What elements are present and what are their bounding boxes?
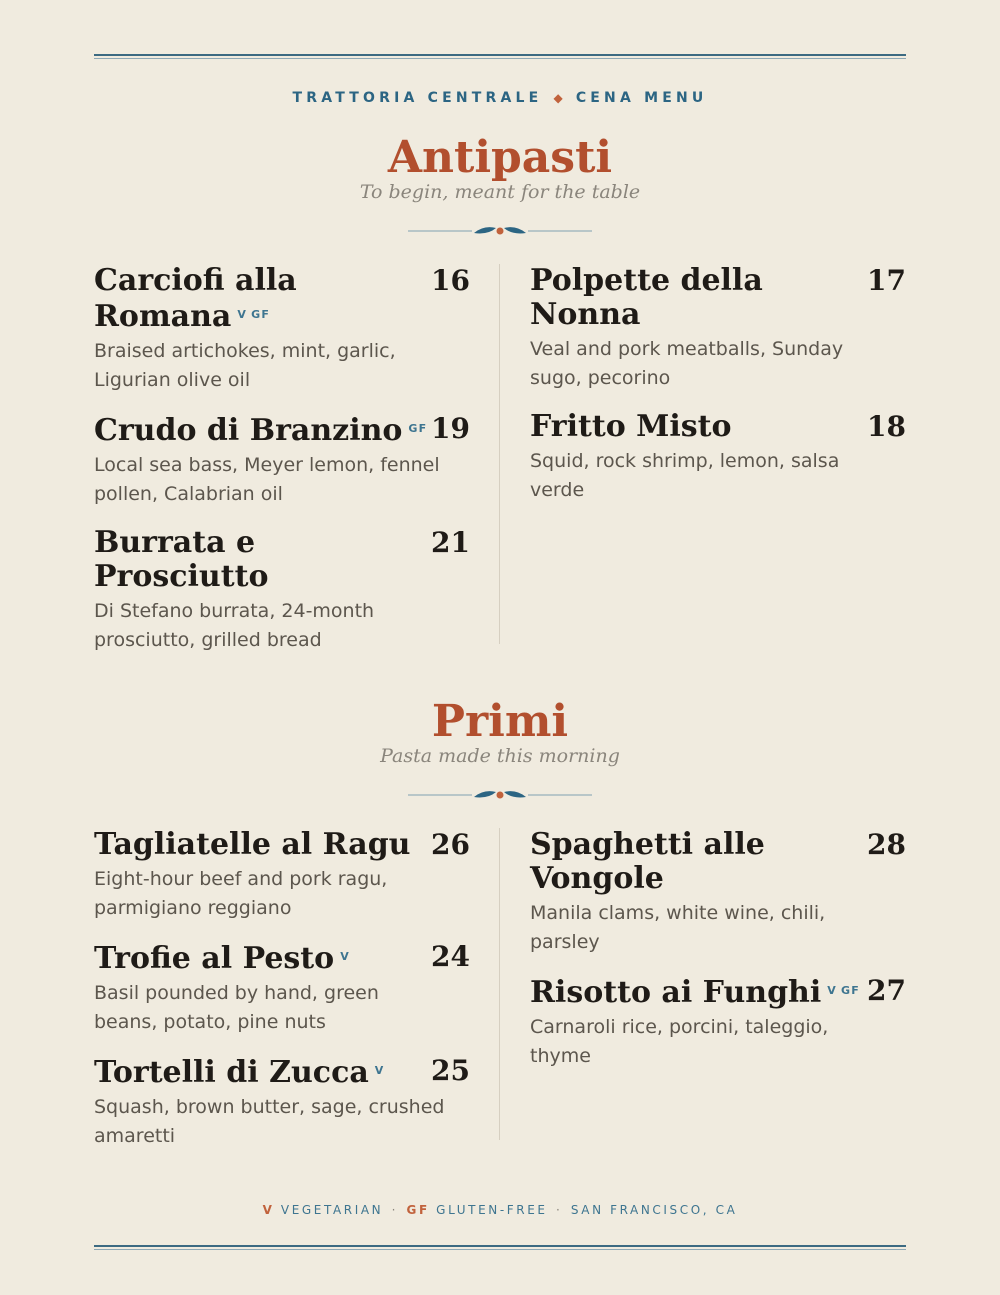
menu-header xyxy=(0,90,1000,106)
item-price: 19 xyxy=(431,412,470,445)
section-subtitle-antipasti: To begin, meant for the table xyxy=(359,181,641,203)
antipasti-right-column xyxy=(530,264,906,522)
item-price: 28 xyxy=(867,828,906,861)
item-price: 18 xyxy=(867,410,906,443)
item-name: Polpette della Nonna xyxy=(530,263,763,332)
item-price: 24 xyxy=(431,940,470,973)
leaf-ornament-icon xyxy=(408,224,592,238)
item-description: Braised artichokes, mint, garlic, Ligurian olive oil xyxy=(94,340,396,391)
section-title-primi: Primi xyxy=(431,696,569,747)
vegetarian-key: V xyxy=(262,1203,275,1217)
diamond-icon: ◆ xyxy=(553,91,563,105)
location-label: SAN FRANCISCO, CA xyxy=(570,1203,738,1217)
menu-item xyxy=(94,412,470,508)
menu-item xyxy=(94,264,470,394)
item-price: 25 xyxy=(431,1054,470,1087)
menu-item xyxy=(94,526,470,654)
gluten-free-key: GF xyxy=(406,1203,430,1217)
column-divider xyxy=(499,828,500,1140)
gluten-free-tag: GF xyxy=(840,984,860,997)
item-price: 27 xyxy=(867,974,906,1007)
section-subtitle-primi: Pasta made this morning xyxy=(380,745,620,767)
vegetarian-tag: V xyxy=(827,984,837,997)
antipasti-left-column xyxy=(94,264,470,672)
item-description: Squash, brown butter, sage, crushed amaretti xyxy=(94,1096,445,1147)
item-name: Carciofi alla Romana $^V$ $^{GF}$ xyxy=(94,263,297,334)
item-name: Burrata e Prosciutto xyxy=(94,525,269,594)
restaurant-name: TRATTORIA CENTRALE xyxy=(292,90,543,106)
item-description: Di Stefano burrata, 24-month prosciutto, grilled bread xyxy=(94,600,375,651)
item-description: Carnaroli rice, porcini, taleggio, thyme xyxy=(530,1016,829,1067)
item-description: Eight-hour beef and pork ragu, parmigiano reggiano xyxy=(94,868,388,919)
bottom-rule xyxy=(94,1245,906,1250)
separator-dot: · xyxy=(391,1203,399,1217)
vegetarian-tag: V xyxy=(374,1064,385,1077)
dietary-legend-footer xyxy=(0,1203,1000,1217)
menu-item xyxy=(530,410,906,504)
item-name: Crudo di Branzino $^{GF}$ xyxy=(94,413,428,448)
item-price: 17 xyxy=(867,264,906,297)
item-price: 16 xyxy=(431,264,470,297)
gluten-free-tag: GF xyxy=(251,308,271,321)
item-price: 21 xyxy=(431,526,470,559)
top-rule xyxy=(94,54,906,59)
menu-item xyxy=(94,828,470,922)
menu-item xyxy=(530,828,906,956)
primi-left-column xyxy=(94,828,470,1168)
menu-item xyxy=(94,940,470,1036)
leaf-ornament-icon xyxy=(408,788,592,802)
menu-item xyxy=(530,974,906,1070)
separator-dot: · xyxy=(556,1203,563,1217)
primi-right-column xyxy=(530,828,906,1088)
column-divider xyxy=(499,264,500,644)
item-description: Basil pounded by hand, green beans, potato, pine nuts xyxy=(94,982,379,1033)
section-title-antipasti: Antipasti xyxy=(387,132,613,183)
item-name: Tagliatelle al Ragu xyxy=(94,827,411,862)
vegetarian-tag: V xyxy=(340,950,350,963)
vegetarian-tag: V xyxy=(237,308,248,321)
item-price: 26 xyxy=(431,828,470,861)
gluten-free-label: GLUTEN-FREE xyxy=(436,1203,548,1217)
item-description: Veal and pork meatballs, Sunday sugo, pecorino xyxy=(530,338,844,389)
item-name: Risotto ai Funghi $^V$ $^{GF}$ xyxy=(530,975,860,1010)
item-name: Tortelli di Zucca $^V$ xyxy=(94,1055,385,1090)
item-name: Spaghetti alle Vongole xyxy=(530,827,765,896)
item-description: Local sea bass, Meyer lemon, fennel pollen, Calabrian oil xyxy=(94,454,440,505)
item-description: Squid, rock shrimp, lemon, salsa verde xyxy=(530,450,840,501)
item-name: Trofie al Pesto $^V$ xyxy=(94,941,350,976)
vegetarian-label: VEGETARIAN xyxy=(280,1203,384,1217)
item-name: Fritto Misto xyxy=(530,409,732,444)
menu-item xyxy=(94,1054,470,1150)
gluten-free-tag: GF xyxy=(408,422,428,435)
menu-name: CENA MENU xyxy=(575,90,708,106)
menu-item xyxy=(530,264,906,392)
item-description: Manila clams, white wine, chili, parsley xyxy=(530,902,826,953)
